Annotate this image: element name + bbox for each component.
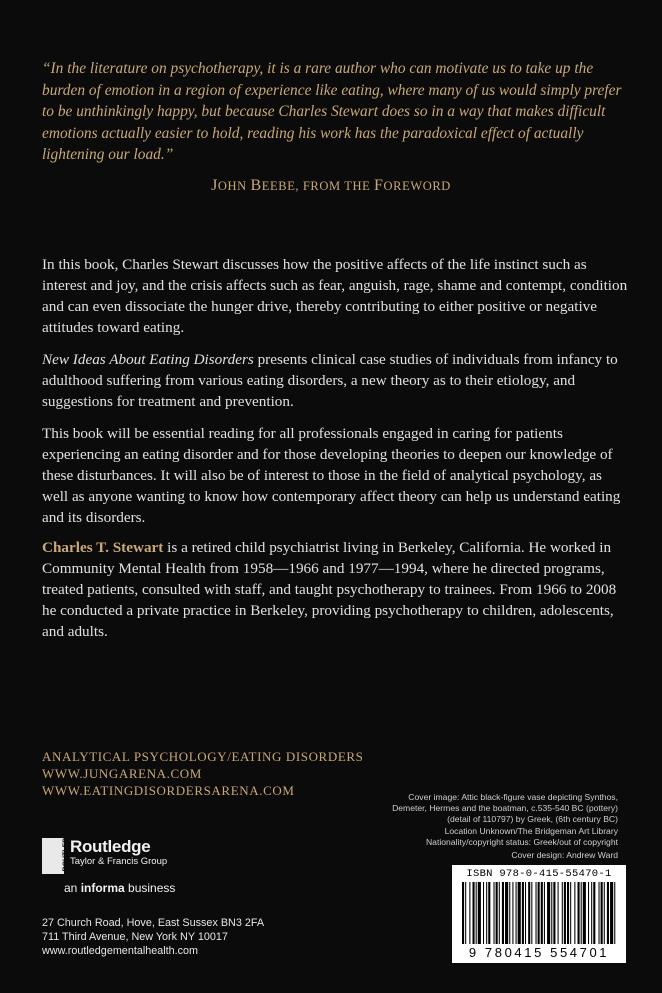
informa-tagline: an informa business <box>64 881 176 895</box>
credit-line: Location Unknown/The Bridgeman Art Library <box>444 825 618 836</box>
publisher-website: www.routledgementalhealth.com <box>42 944 199 957</box>
barcode-bar <box>541 882 543 944</box>
series-url-jungarena: WWW.JUNGARENA.COM <box>42 766 202 781</box>
description-text: presents clinical case studies of individuals from infancy to adulthood suffering from various eating disorders, a new theory as to their etiology, and suggestions for treatment and prevention. <box>42 351 618 410</box>
publisher-group: Taylor & Francis Group <box>70 856 168 867</box>
quote-attribution <box>0 177 662 195</box>
barcode-bar <box>465 882 466 944</box>
barcode-bar <box>496 882 498 944</box>
barcode-bar <box>518 882 521 944</box>
series-info <box>42 748 363 799</box>
credit-line: Nationality/copyright status: Greek/out of copyright <box>425 836 618 847</box>
publisher-logo <box>42 827 168 874</box>
series-category: ANALYTICAL PSYCHOLOGY/EATING DISORDERS <box>42 749 364 764</box>
barcode-bar <box>588 882 589 944</box>
barcode-bar <box>469 882 470 944</box>
barcode-bar <box>558 882 559 944</box>
barcode-bar <box>614 882 615 944</box>
barcode-bar <box>516 882 517 944</box>
barcode-bar <box>547 882 550 944</box>
author-name: Charles T. Stewart <box>42 539 164 556</box>
routledge-mark-icon: ROUTLEDGE <box>42 838 64 874</box>
barcode-bar <box>593 882 595 944</box>
address-uk: 27 Church Road, Hove, East Sussex BN3 2FA <box>42 917 265 929</box>
barcode-bar <box>599 882 600 944</box>
description-paragraph-2 <box>42 349 628 412</box>
barcode-bar <box>473 882 475 944</box>
barcode-bar <box>570 882 571 944</box>
barcode-digits: 9 780415 554701 <box>468 945 610 960</box>
barcode-bar <box>607 882 609 944</box>
description-paragraph-3: This book will be essential reading for all professionals engaged in caring for patients experiencing an eating disorder and for those developing theories to deepen our knowledge of these disturbances. It will also be of interest to those in the field of analytical psychology, as well as anyone wanting to know how contemporary affect theory can help us understand eating and its disorders. <box>42 425 621 526</box>
attribution-part: F <box>374 177 384 194</box>
barcode-bars <box>462 882 616 944</box>
book-title: New Ideas About Eating Disorders <box>42 351 254 368</box>
barcode-bar <box>494 882 495 944</box>
barcode-bar <box>509 882 510 944</box>
isbn-text: ISBN 978-0-415-55470-1 <box>466 868 612 880</box>
endorsement-quote: “In the literature on psychotherapy, it is a rare author who can motivate us to take up the burden of emotion in a region of experience like eating, where many of us would simply prefer to be unthinkingly happy, but because Charles Stewart does so in a way that makes difficult emotions actually easier to hold, reading his work has the paradoxical effect of actually lightening our load.” <box>42 60 622 163</box>
barcode-bar <box>601 882 603 944</box>
credit-line: Cover image: Attic black-figure vase depicting Synthos, <box>408 792 618 802</box>
author-bio <box>42 537 628 642</box>
barcode-bar <box>512 882 513 944</box>
barcode-bar <box>462 882 464 944</box>
barcode-bar <box>581 882 582 944</box>
barcode-bar <box>553 882 555 944</box>
publisher-address <box>42 917 264 958</box>
barcode-bar <box>536 882 537 944</box>
publisher-wordmark <box>70 838 167 868</box>
barcode-bar <box>610 882 613 944</box>
barcode-bar <box>544 882 545 944</box>
author-bio-text: is a retired child psychiatrist living in Berkeley, California. He worked in Community Mental Health from 1958—1966 and 1977—1994, where he directed programs, treated patients, consulted with staff, and taught psychotherapy to trainees. From 1966 to 2008 he conducted a private practice in Berkeley, providing psychotherapy to children, adolescents, and adults. <box>42 539 617 640</box>
attribution-part: OHN <box>217 179 251 193</box>
barcode-bar <box>525 882 526 944</box>
barcode-bar <box>488 882 490 944</box>
barcode-bar <box>486 882 487 944</box>
cover-image-credit <box>368 792 618 848</box>
barcode-bar <box>528 882 530 944</box>
barcode-bar <box>583 882 586 944</box>
barcode-bar <box>476 882 477 944</box>
book-description <box>42 254 628 539</box>
barcode-bar <box>574 882 575 944</box>
description-paragraph-1: In this book, Charles Stewart discusses how the positive affects of the life instinct such as interest and joy, and the crisis affects such as fear, anguish, rage, shame and contempt, condition and can even dissociate the hunger drive, thereby contributing to either positive or negative attitudes toward eating. <box>42 256 628 336</box>
credit-line: Demeter, Hermes and the boatman, c.535-540 BC (pottery) <box>392 803 618 814</box>
barcode-bar <box>551 882 552 944</box>
barcode-bar <box>591 882 592 944</box>
barcode-bar <box>499 882 500 944</box>
barcode-bar <box>562 882 563 944</box>
barcode-bar <box>564 882 566 944</box>
cover-design-credit: Cover design: Andrew Ward <box>511 850 618 860</box>
publisher-name: Routledge <box>70 837 151 856</box>
barcode-bar <box>483 882 484 944</box>
isbn-barcode <box>452 865 626 963</box>
credit-line: (detail of 110797) by Greek, (6th century BC) <box>447 814 618 825</box>
barcode-bar <box>502 882 504 944</box>
address-us: 711 Third Avenue, New York NY 10017 <box>42 930 228 943</box>
barcode-bar <box>567 882 569 944</box>
barcode-bar <box>578 882 580 944</box>
barcode-bar <box>531 882 532 944</box>
attribution-part: EEBE, FROM THE <box>261 179 375 193</box>
barcode-bar <box>538 882 540 944</box>
barcode-bar <box>604 882 605 944</box>
barcode-bar <box>522 882 524 944</box>
barcode-bar <box>505 882 508 944</box>
attribution-part: B <box>250 177 262 194</box>
series-url-eatingdisorders: WWW.EATINGDISORDERSARENA.COM <box>42 783 295 798</box>
attribution-part: OREWORD <box>383 179 451 193</box>
barcode-bar <box>478 882 481 944</box>
attribution-part: J <box>211 177 218 194</box>
